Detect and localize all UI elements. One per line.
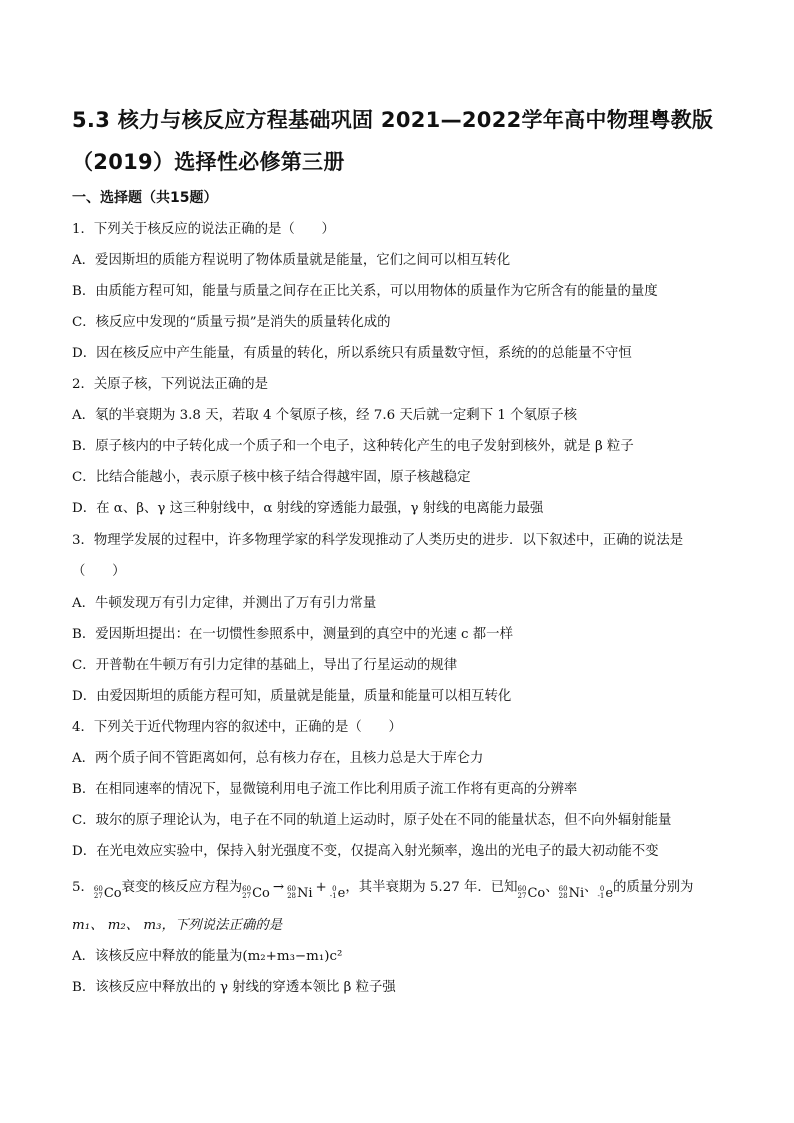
question-5-text-2: ，其半衰期为 5.27 年．已知 <box>345 880 518 895</box>
plus-sign: + <box>315 880 327 895</box>
cobalt-charge-number: 27 <box>242 892 252 900</box>
document-title-line-1: 5.3 核力与核反应方程基础巩固 2021—2022学年高中物理粤教版 <box>72 108 714 132</box>
electron-mass-number: 0 <box>332 885 337 893</box>
question-1-option-a: A．爱因斯坦的质能方程说明了物体质量就是能量，它们之间可以相互转化 <box>72 253 511 268</box>
question-5-text-3: 的质量分别为 <box>613 880 694 895</box>
question-3-option-b: B．爱因斯坦提出：在一切惯性参照系中，测量到的真空中的光速 c 都一样 <box>72 627 513 642</box>
cobalt-mass-number: 60 <box>242 885 252 893</box>
question-1-option-b: B．由质能方程可知，能量与质量之间存在正比关系，可以用物体的质量作为它所含有的能量的量度 <box>72 284 658 299</box>
electron-nuclide <box>330 886 346 901</box>
question-5-number: 5． <box>72 880 94 895</box>
cobalt-charge-number: 27 <box>517 892 527 900</box>
question-2-option-c: C．比结合能越小，表示原子核中核子结合得越牢固，原子核越稳定 <box>72 470 471 485</box>
question-2-option-d: D．在 α、β、γ 这三种射线中，α 射线的穿透能力最强，γ 射线的电离能力最强 <box>72 501 544 516</box>
cobalt-nuclide-2 <box>518 886 546 901</box>
question-5-stem <box>72 876 732 901</box>
question-1-option-c: C．核反应中发现的“质量亏损”是消失的质量转化成的 <box>72 315 391 330</box>
reaction-arrow: → <box>272 880 285 895</box>
cobalt-symbol: Co <box>103 885 122 901</box>
question-5-text-1: 衰变的核反应方程为 <box>121 880 243 895</box>
cobalt-nuclide-eq <box>242 886 270 901</box>
question-3-option-c: C．开普勒在牛顿万有引力定律的基础上，导出了行星运动的规律 <box>72 658 458 673</box>
question-5-stem-cont: m₁、 m₂、 m₃，下列说法正确的是 <box>72 918 283 933</box>
cobalt-nuclide <box>94 886 122 901</box>
question-3-option-a: A．牛顿发现万有引力定律，并测出了万有引力常量 <box>72 596 377 611</box>
electron-symbol: e <box>605 885 614 901</box>
cobalt-symbol: Co <box>252 885 270 901</box>
question-4-option-d: D．在光电效应实验中，保持入射光强度不变，仅提高入射光频率，逸出的光电子的最大初动能不变 <box>72 844 659 859</box>
electron-symbol: e <box>337 885 346 901</box>
electron-mass-number: 0 <box>599 885 605 893</box>
question-3-stem-cont: （ ） <box>72 564 126 579</box>
nickel-nuclide-2 <box>559 886 584 901</box>
question-4-option-c: C．玻尔的原子理论认为，电子在不同的轨道上运动时，原子处在不同的能量状态，但不向外辐射能量 <box>72 813 672 828</box>
nickel-charge-number: 28 <box>558 892 568 900</box>
question-2-stem: 2．关原子核，下列说法正确的是 <box>72 377 268 392</box>
electron-charge-number: -1 <box>597 892 605 900</box>
question-1-stem: 1．下列关于核反应的说法正确的是（ ） <box>72 222 335 237</box>
cobalt-symbol: Co <box>527 885 546 901</box>
nickel-mass-number: 60 <box>287 885 296 893</box>
electron-charge-number: -1 <box>329 892 337 900</box>
cobalt-mass-number: 60 <box>517 885 527 893</box>
nickel-charge-number: 28 <box>287 892 296 900</box>
question-3-stem: 3．物理学发展的过程中，许多物理学家的科学发现推动了人类历史的进步．以下叙述中，正确的说法是 <box>72 533 684 548</box>
nickel-symbol: Ni <box>568 885 585 901</box>
cobalt-mass-number: 60 <box>93 885 103 893</box>
separator: 、 <box>584 880 598 895</box>
question-4-stem: 4．下列关于近代物理内容的叙述中，正确的是（ ） <box>72 720 402 735</box>
nickel-symbol: Ni <box>297 885 313 901</box>
question-5-option-a: A．该核反应中释放的能量为(m₂+m₃−m₁)c² <box>72 949 343 964</box>
question-2-option-b: B．原子核内的中子转化成一个质子和一个电子，这种转化产生的电子发射到核外，就是 β 粒子 <box>72 439 634 454</box>
question-5-option-b: B．该核反应中释放出的 γ 射线的穿透本领比 β 粒子强 <box>72 980 396 995</box>
question-1-option-d: D．因在核反应中产生能量，有质量的转化，所以系统只有质量数守恒，系统的的总能量不守恒 <box>72 346 632 361</box>
question-4-option-b: B．在相同速率的情况下，显微镜利用电子流工作比利用质子流工作将有更高的分辨率 <box>72 782 578 797</box>
nickel-nuclide <box>287 886 312 901</box>
document-title-line-2: （2019）选择性必修第三册 <box>72 150 345 174</box>
cobalt-charge-number: 27 <box>93 892 103 900</box>
question-4-option-a: A．两个质子间不管距离如何，总有核力存在，且核力总是大于库仑力 <box>72 751 484 766</box>
separator: 、 <box>545 880 559 895</box>
section-heading: 一、选择题（共15题） <box>72 190 218 206</box>
nickel-mass-number: 60 <box>558 885 568 893</box>
question-2-option-a: A．氡的半衰期为 3.8 天，若取 4 个氡原子核，经 7.6 天后就一定剩下 1 个氡原子核 <box>72 408 578 423</box>
question-3-option-d: D．由爱因斯坦的质能方程可知，质量就是能量，质量和能量可以相互转化 <box>72 689 512 704</box>
electron-nuclide-2 <box>598 886 614 901</box>
